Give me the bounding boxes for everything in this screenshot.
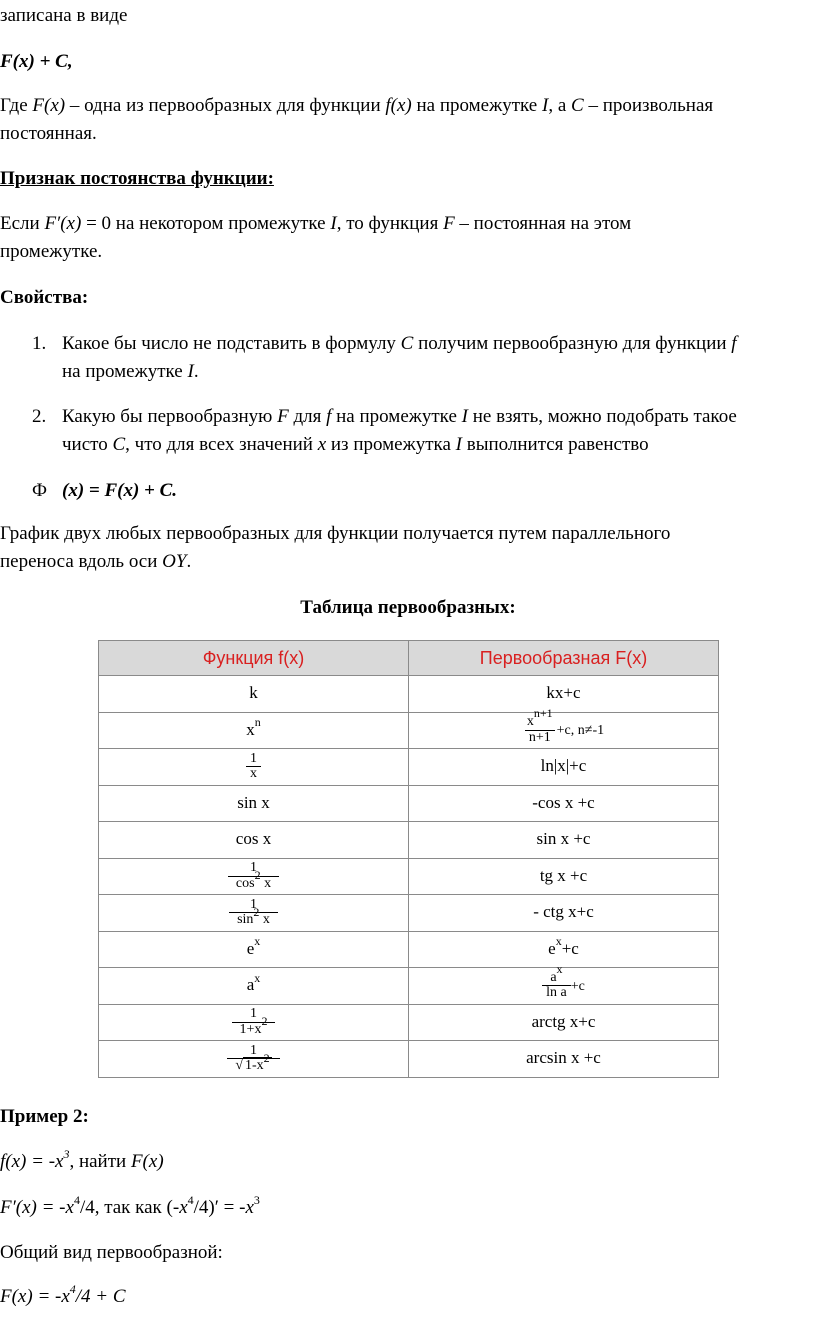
antiderivative-cell: tg x +c [409,858,719,895]
function-cell: $e^x$ [99,931,409,968]
table-row [99,968,719,1005]
list-number: 1. [32,333,47,354]
antiderivative-cell: $e^x+c$ [409,931,719,968]
antiderivative-cell: arctg x+c [409,1004,719,1041]
antiderivative-cell: - ctg x+c [409,895,719,932]
phi-formula: (x) = F(x) + C. [62,480,178,501]
table-row [99,1041,719,1078]
table-row [99,785,719,822]
list-item: Какую бы первообразную F для f на промежутке I не взять, можно подобрать такое чисто С, что для всех значений x из промежутка I выполнится равенство [62,406,737,455]
function-cell: $\frac{1}{\cos^2 x}$ [99,858,409,895]
antiderivative-cell: $\frac{a^x}{\text{ln a}}$ +c [409,968,719,1005]
list-item: Какое бы число не подставить в формулу С получим первообразную для функции f на промежутке I. [62,333,737,382]
sqrt-icon: √ [235,1058,243,1074]
antiderivative-cell: -cos x +c [409,785,719,822]
column-header: Первообразная F(x) [409,641,719,676]
table-row [99,858,719,895]
example-line-4: $F(x) = -x^4/4 + C$ [0,1281,126,1307]
function-cell: $\frac{1}{1+x^2}$ [99,1004,409,1041]
function-cell: cos x [99,822,409,859]
phi-symbol: Ф [32,480,48,501]
function-cell: k [99,676,409,713]
antiderivative-cell: ln|x|+c [409,749,719,786]
example-heading: Пример 2: [0,1106,89,1127]
example-line-2: $F'(x) = -x^4/4$, так как $(-x^4/4)' = -x^3$ [0,1192,260,1218]
antiderivative-cell: arcsin x +c [409,1041,719,1078]
table-title: Таблица первообразных: [300,597,516,618]
example-line-3: Общий вид первообразной: [0,1242,223,1263]
table-header-row [99,641,719,676]
example-line-1: $f(x) = -x^3$, найти F(x) [0,1146,164,1172]
function-cell: $x^n$ [99,712,409,749]
antiderivative-cell: sin x +c [409,822,719,859]
graph-paragraph: График двух любых первообразных для функции получается путем параллельного переноса вдоль оси OY. [0,523,671,572]
function-cell: $\frac{1}{√ 1-x^2}$ [99,1041,409,1078]
list-number: 2. [32,406,47,427]
function-cell: $a^x$ [99,968,409,1005]
props-heading: Свойства: [0,287,89,308]
table-row [99,1004,719,1041]
table-row [99,931,719,968]
function-cell: $\frac{1}{x}$ [99,749,409,786]
general-formula: F(x) + C, [0,51,73,72]
column-header: Функция f(x) [99,641,409,676]
antiderivative-cell: kx+c [409,676,719,713]
table-row [99,749,719,786]
intro-line: записана в виде [0,5,128,26]
function-cell: $\frac{1}{\sin^2 x}$ [99,895,409,932]
table-row [99,895,719,932]
where-paragraph: Где F(x) – одна из первообразных для функции f(x) на промежутке I, а C – произвольная постоянная. [0,95,714,144]
const-paragraph: Если F′(x) = 0 на некотором промежутке I, то функция F – постоянная на этом промежутке. [0,213,632,262]
function-cell: sin x [99,785,409,822]
table-row [99,822,719,859]
antiderivative-table [98,640,719,1078]
const-heading: Признак постоянства функции: [0,168,274,189]
antiderivative-cell: $\frac{x^{n+1}}{n+1}$ +c, n≠-1 [409,712,719,749]
table-row [99,676,719,713]
table-row [99,712,719,749]
